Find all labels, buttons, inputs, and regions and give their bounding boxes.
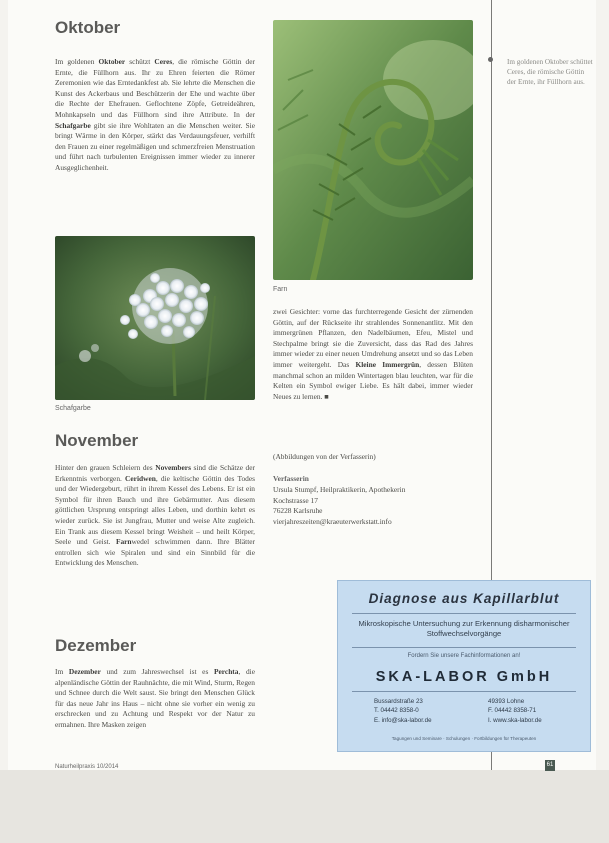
highlighted-term: Farn [115, 537, 132, 547]
pull-quote-bullet [488, 57, 493, 62]
ad-fax: F. 04442 8358-71 [488, 707, 537, 715]
farn-caption: Farn [273, 286, 288, 293]
text-run: , die römische Göttin der Ernte, die Füllhorn aus. Ihr zu Ehren feierten die Römer Zeremonien wie das Erntedankfest ab. Sie lehrte die Menschen die Kunst des Ackerbaus und Beschützerin der Ehe und wachte über die Rechte der Ehefrauen. Geflochtene Zöpfe, Getreideähren, Mohnkapseln und das Füllhorn sind ihre Attribute. In der [55, 57, 255, 119]
highlighted-term: Perchta [213, 667, 239, 676]
text-run: , die alpenländische Göttin der Rauhnächte, die mit Wind, Sturm, Regen und Schnee durch die Welt saust. Sie bringt den Menschen Glück für das neue Jahr ins Haus – nicht ohne sie vorher ein wenig zu erschrecken und zu Achtung und Respekt vor der Natur zu ermahnen. Ihre Masken zeigen [55, 667, 255, 729]
highlighted-term: Kleine Immergrün [355, 359, 420, 369]
ad-address-right [488, 697, 542, 725]
continuation-paragraph [273, 307, 473, 402]
ad-divider [352, 613, 576, 614]
highlighted-term: Oktober [98, 57, 126, 66]
ad-website-link[interactable]: I. www.ska-labor.de [488, 716, 542, 724]
heading-november: November [55, 431, 139, 450]
ad-subtitle: Mikroskopische Untersuchung zur Erkennung disharmonischer Stoffwechselvorgänge [358, 619, 570, 638]
text-run: Im [55, 667, 69, 676]
ska-labor-advertisement[interactable] [337, 580, 591, 752]
ad-footer-note: Tagungen und Seminare · Schulungen · Fortbildungen für Therapeuten [391, 736, 537, 741]
text-run: sind die Schätze der Erkenntnis verborgen. [55, 463, 255, 483]
author-heading: Verfasserin [273, 474, 309, 483]
highlighted-term: Schafgarbe [55, 120, 91, 130]
schafgarbe-caption: Schafgarbe [55, 405, 91, 412]
highlighted-term: Ceridwen [125, 473, 156, 483]
text-run: gibt sie ihre Wohltaten an die Menschen weiter. Sie bringt Wärme in den Körper, stärkt das Verdauungsfeuer, verhilft den Frauen zu einer regelmäßigen und schmerzfreien Menstruation und führt nach turbulenten Ereignissen immer wieder zu innerer Ausgeglichenheit. [55, 120, 255, 172]
dezember-paragraph [55, 667, 255, 731]
ad-info-request: Fordern Sie unsere Fachinformationen an! [407, 653, 521, 659]
ad-email-link[interactable]: E. info@ska-labor.de [374, 716, 432, 724]
highlighted-term: Novembers [155, 463, 191, 472]
ad-phone: T. 04442 8358-0 [374, 707, 419, 715]
author-line: 76228 Karlsruhe [273, 506, 323, 516]
heading-oktober: Oktober [55, 18, 121, 37]
text-run: und zum Jahreswechsel ist es [100, 667, 214, 676]
november-paragraph [55, 463, 255, 569]
text-run: Hinter den grauen Schleiern des [55, 463, 156, 472]
author-line: Kochstrasse 17 [273, 495, 318, 505]
text-run: Im goldenen [55, 57, 99, 66]
author-block [273, 485, 473, 527]
oktober-paragraph [55, 57, 255, 174]
text-run: wedel schwimmen dann. Ihre Blätter entrollen sich wie Spiralen und sind ein Sinnbild für die Entwicklung des Menschen. [55, 537, 255, 568]
ad-title: Diagnose aus Kapillarblut [368, 591, 560, 606]
ad-company-name: SKA-LABOR GmbH [375, 669, 553, 685]
author-email-link[interactable]: vierjahreszeiten@kraeuterwerkstatt.info [273, 516, 392, 526]
journal-footer: Naturheilpraxis 10/2014 [55, 764, 119, 770]
schafgarbe-photo [55, 236, 255, 400]
ad-street: Bussardstraße 23 [374, 698, 423, 705]
ad-divider [352, 647, 576, 648]
text-run: zwei Gesichter: vorne das furchterregende Gesicht der zürnenden Göttin, auf der Rückseite ihr strahlendes Sonnenantlitz. Mit den immergrünen Pflanzen, den Nadelbäumen, Efeu, Mistel und Stechpalme bringt sie die Zuversicht, dass das Rad des Jahres immer wieder zu einer neuen Umdrehung ansetzt und so das Leben immer weitergeht. Das [273, 307, 473, 369]
pull-quote: Im goldenen Oktober schüttet Ceres, die römische Göttin der Ernte, ihr Füllhorn aus. [507, 58, 593, 86]
ad-divider [352, 691, 576, 692]
heading-dezember: Dezember [55, 636, 137, 655]
farn-photo [273, 20, 473, 280]
highlighted-term: Dezember [68, 667, 101, 676]
ad-city: 49393 Lohne [488, 698, 525, 705]
ad-address-left [374, 697, 432, 725]
page-bottom-margin [0, 770, 609, 843]
text-run: , die keltische Göttin des Todes und der Wiedergeburt, rührt in ihrem Kessel des Lebens. Er ist ein Symbol für ihren Bauch und ihre Gebärmutter. Aus diesem göttlichen Ursprung entspringt alles Leben, und dorthin kehrt es wieder zurück. Sie ist Jungfrau, Mutter und weise Alte zugleich. Ein Trank aus diesem Kessel bringt Weisheit – und heilt Körper, Seele und Geist. [55, 473, 255, 547]
page-number: 61 [545, 760, 555, 771]
author-line: Ursula Stumpf, Heilpraktikerin, Apothekerin [273, 485, 406, 494]
highlighted-term: Ceres [154, 57, 173, 66]
text-run: schützt [125, 57, 155, 66]
text-run: , dessen Blüten manchmal schon an milden Wintertagen blau leuchten, war für die Kelten ein Symbol ewiger Liebe. Es hält dabei, immer wieder Neues zu lernen. ■ [273, 359, 473, 401]
image-credits: (Abbildungen von der Verfasserin) [273, 452, 376, 461]
